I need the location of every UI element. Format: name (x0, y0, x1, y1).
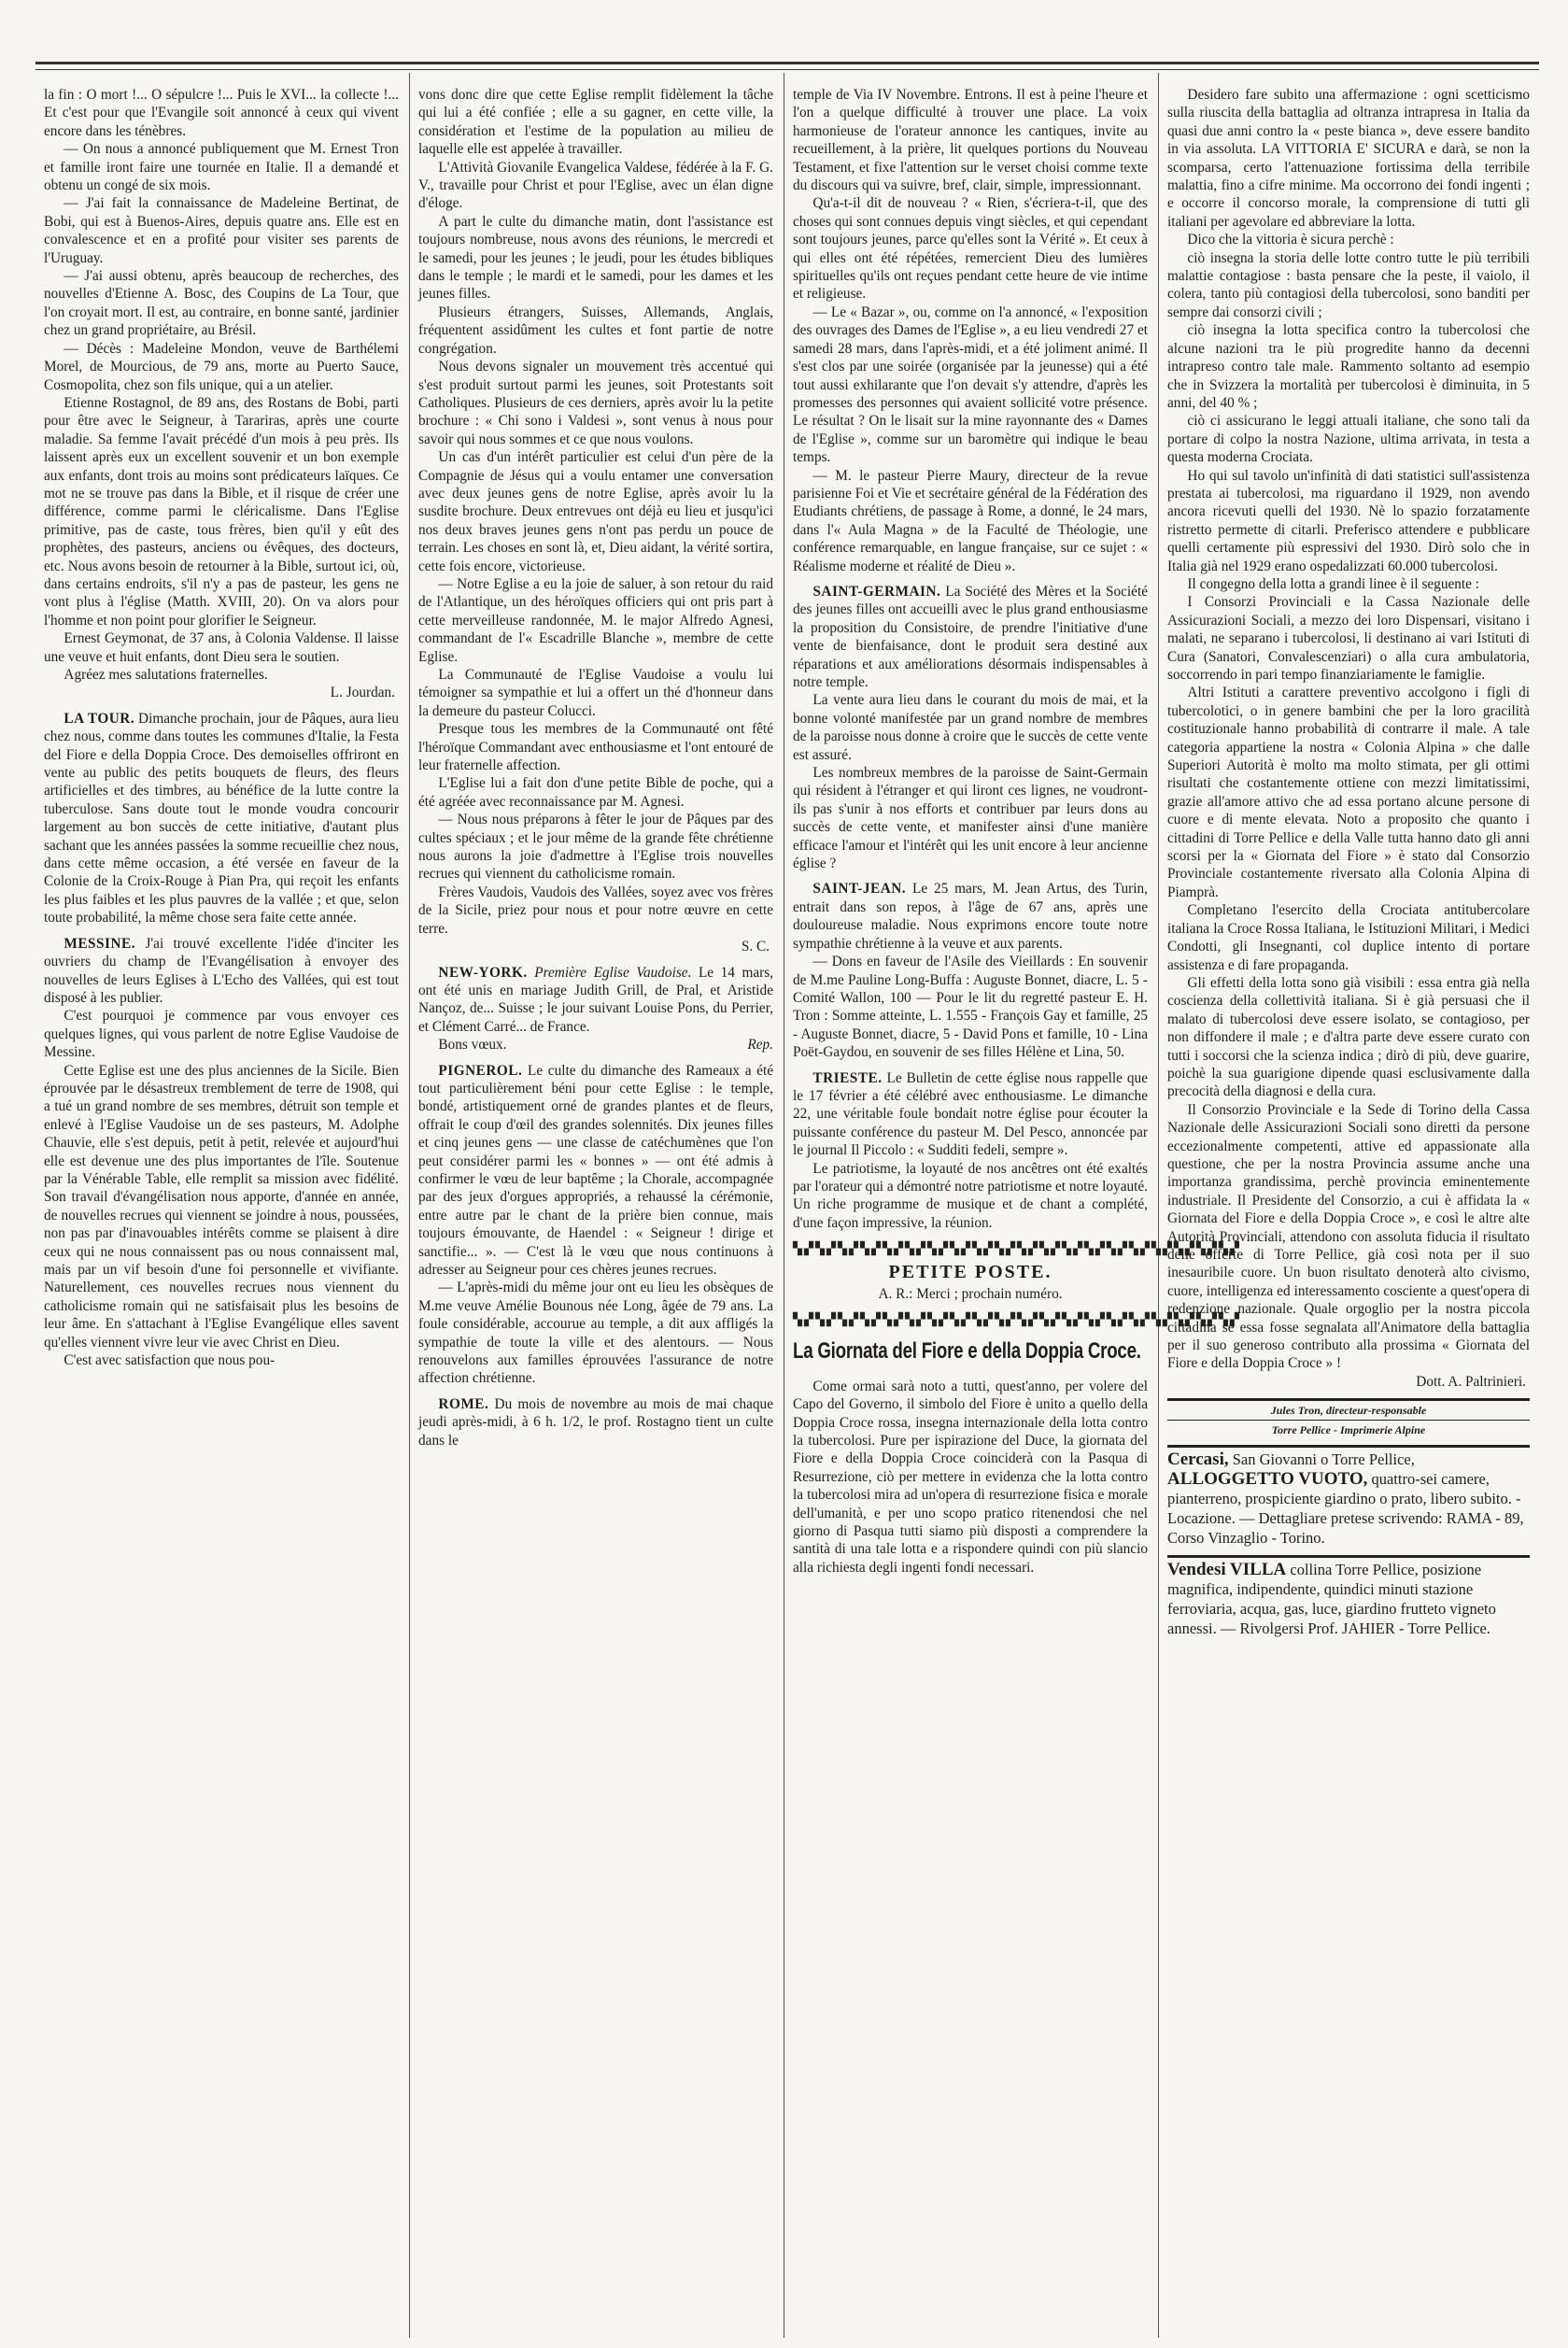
paragraph: Un cas d'un intérêt particulier est celui d'un père de la Compagnie de Jésus qui a voulu entamer une conversation avec deux jeunes gens de notre Eglise, après avoir lu la susdite brochure. Deux entrevues ont déjà eu lieu et jusqu'ici nos deux braves jeunes gens n'ont pas perdu un pouce de terrain. Les choses en sont là, et, Dieu aidant, la vérité sortira, cette fois encore, victorieuse. (418, 449, 773, 574)
classified-ad-vendesi: Vendesi VILLA collina Torre Pellice, posizione magnifica, indipendente, quindici minuti stazione ferroviaria, acqua, gas, luce, giardino frutteto vigneto annessi. — Rivolgersi Prof. JAHIER - Torre Pellice. (1167, 1560, 1496, 1638)
paragraph: Plusieurs étrangers, Suisses, Allemands, Anglais, fréquentent assidûment les cultes et font partie de notre congrégation. (418, 304, 773, 357)
paragraph: — L'après-midi du même jour ont eu lieu les obsèques de M.me veuve Amélie Bounous née Long, âgée de 79 ans. La foule considérable, accourue au temple, a dit aux affligés la sympathie de toute la ville et des alentours. — Nous renouvelons aux familles éprouvées l'assurance de notre affection chrétienne. (418, 1280, 773, 1387)
paragraph: Altri Istituti a carattere preventivo accolgono i figli di tubercolotici, o in genere bambini che per la loro gracilità costituzionale hanno probabilità di contrarre il male. A tale categoria appartiene la nostra « Colonia Alpina » che dalle Superiori Autorità è molto ma molto stimata, per gli ottimi risultati che costantemente ottiene con mezzi limitatissimi, grazie all'amore attivo che ad essa portano alcune persone di cuore e di mente elevata. Noto a proposito che quanto i cittadini di Torre Pellice e della Valle tutta hanno dato gli anni scorsi per la « Giornata del Fiore » è stato dal Consorzio Provinciale costantemente riversato alla Colonia Alpina di Piamprà. (1167, 685, 1530, 900)
paragraph: temple de Via IV Novembre. Entrons. Il est à peine l'heure et l'on a quelque difficulté à trouver une place. La voix harmonieuse de l'orateur annonce les cantiques, invite au recueillement, à la prière, lit quelques portions du Nouveau Testament, et fixe l'attention sur le verset choisi comme texte du discours qui va suivre, bref, clair, simple, impressionnant. (793, 87, 1148, 194)
section-heading-messine: MESSINE. (64, 935, 136, 952)
paragraph: Completano l'esercito della Crociata antitubercolare italiana la Croce Rossa Italiana, le Istituzioni Militari, i Medici Condotti, gli Insegnanti, col duplice intento di portare assistenza e di fare propaganda. (1167, 902, 1530, 973)
section-heading-new-york: NEW-YORK. (438, 964, 528, 981)
paragraph: — J'ai aussi obtenu, après beaucoup de recherches, des nouvelles d'Etienne A. Bosc, des Coupins de La Tour, que l'on croyait mort. Il est, au contraire, en bonne santé, jardinier chez un grand propriétaire, au Brésil. (44, 268, 399, 339)
giornata-heading: La Giornata del Fiore e della Doppia Croce. (793, 1337, 1141, 1364)
paragraph: I Consorzi Provinciali e la Cassa Nazionale delle Assicurazioni Sociali, a mezzo dei loro Dispensari, visitano i malati, ne separano i tubercolosi, li destinano ai vari Istituti di Cura (Sanatori, Convalescenziari) o alla cura ambulatoria, soccorrendo in pari tempo finanziariamente le famiglie. (1167, 594, 1530, 683)
paragraph: Desidero fare subito una affermazione : ogni scetticismo sulla riuscita della battaglia ad oltranza intrapresa in Italia da quasi due anni contro la « peste bianca », deve essere bandito in via assoluta. LA VITTORIA E' SICURA e darà, se non la scomparsa, certo l'attenuazione fortissima della terribile malattia, fino a cifre minime. Ma occorrono dei fondi ingenti ; e occorre il concorso morale, la comprensione di tutti gli italiani per agevolare ed abbreviare la lotta. (1167, 87, 1530, 230)
paragraph: Qu'a-t-il dit de nouveau ? « Rien, s'écriera-t-il, que des choses qui sont connues depuis vingt siècles, et qui cependant sont toujours jeunes, parce qu'elles sont la Vérité ». Et ceux à qui elles ont été répétées, remercient Dieu des lumières spirituelles qu'ils ont reçues pendant cette heure de vie intime et religieuse. (793, 195, 1148, 303)
paragraph: Agréez mes salutations fraternelles. (64, 667, 268, 683)
paragraph: la fin : O mort !... O sépulcre !... Puis le XVI... la collecte !... Et c'est pour que l'Evangile soit annoncé à ceux qui vivent encore dans les ténèbres. (44, 87, 399, 139)
paragraph: — M. le pasteur Pierre Maury, directeur de la revue parisienne Foi et Vie et secrétaire général de la Fédération des Etudiants chrétiens, de passage à Rome, a donné, le 24 mars, dans l'« Aula Magna » de la Faculté de Théologie, une conférence remarquable, en langue française, sur ce sujet : « Réalisme moderne et réalité de Dieu ». (793, 467, 1148, 574)
paragraph: Frères Vaudois, Vaudois des Vallées, soyez avec vos frères de la Sicile, priez pour nous et pour notre œuvre en cette terre. (418, 884, 773, 937)
paragraph: ciò insegna la storia delle lotte contro tutte le più terribili malattie contagiose : basta pensare che la peste, il vaiolo, il colera, tanto più contagiosi della tubercolosi, sono banditi per sempre dai consorzi civili ; (1167, 249, 1530, 320)
paragraph: C'est avec satisfaction que nous pou- (64, 1352, 275, 1369)
signature: L. Jourdan. (330, 685, 395, 701)
paragraph: Le 14 mars, ont été unis en mariage Judith Grill, de Pral, et Aristide Nançoz, de... Suisse ; le jour suivant Louise Pons, du Perrier, et Clément Carré... de France. (418, 964, 774, 1035)
divider (1167, 1420, 1530, 1421)
paragraph: — J'ai fait la connaissance de Madeleine Bertinat, de Bobi, qui est à Buenos-Aires, depuis quatre ans. Elle est en convalescence et en a profité pour visiter ses parents de l'Uruguay. (44, 195, 399, 266)
paragraph: Nous devons signaler un mouvement très accentué qui s'est produit surtout parmi les jeunes, soit Protestants soit Catholiques. Plusieurs de ces derniers, après avoir lu la petite brochure : « Chi sono i Valdesi », sont venus à nous pour savoir qui nous sommes et ce que nous voulons. (418, 359, 773, 447)
section-heading-trieste: TRIESTE. (812, 1069, 883, 1086)
paragraph: — Dons en faveur de l'Asile des Vieillards : En souvenir de M.me Pauline Long-Buffa : Auguste Bonnet, diacre, L. 5 - Comité Wallon, 100 — Pour le lit du regretté pasteur E. H. Tron : Somme atteinte, L. 1.555 - François Gay et famille, 25 - Auguste Bonnet, diacre, 5 - David Pons et famille, 10 - Lina Poët-Gaydou, en souvenir de ses filles Hélène et Lina, 50. (793, 954, 1148, 1061)
paragraph: Dico che la vittoria è sicura perchè : (1187, 232, 1394, 248)
signature: Rep. (747, 1037, 773, 1054)
divider (1167, 1445, 1530, 1448)
paragraph: Le 25 mars, M. Jean Artus, des Turin, entrait dans son repos, à l'âge de 67 ans, après une douloureuse maladie. Nous exprimons encore toute notre sympathie chrétienne à la veuve et aux parents. (793, 881, 1148, 952)
paragraph: A part le culte du dimanche matin, dont l'assistance est toujours nombreuse, nous avons des réunions, le mercredi et le samedi, pour les jeunes ; le jeudi, pour les études bibliques dans le temple ; le mardi et le samedi, pour les dames et les jeunes filles. (418, 213, 773, 303)
column-1 (44, 86, 399, 2337)
paragraph: vons donc dire que cette Eglise remplit fidèlement la tâche qui lui a été confiée ; elle a su gagner, en cette ville, la considération et l'estime de la population au milieu de laquelle elle est appelée à travailler. (418, 87, 773, 158)
paragraph: Les nombreux membres de la paroisse de Saint-Germain qui résident à l'étranger et qui liront ces lignes, ne voudront-ils pas s'unir à nos efforts et contribuer par leurs dons au succès de cette vente, et manifester ainsi d'une manière efficace l'amour et l'intérêt qui les unit encore à leur ancienne église ? (793, 765, 1148, 872)
paragraph: La Société des Mères et la Société des jeunes filles ont accueilli avec le plus grand enthousiasme la proposition du Consistoire, de prendre l'initiative d'une vente de bienfaisance, dont le produit sera destiné aux réparations et aux améliorations désormais indispensables à notre temple. (793, 583, 1149, 690)
classified-ad-cercasi: Cercasi, San Giovanni o Torre Pellice, ALLOGGETTO VUOTO, quattro-sei camere, pianterreno, prospiciente giardino o prato, libero subito. - Locazione. — Dettagliare pretese scrivendo: RAMA - 89, Corso Vinzaglio - Torino. (1167, 1450, 1524, 1548)
column-rule (409, 73, 410, 2338)
paragraph: Cette Eglise est une des plus anciennes de la Sicile. Bien éprouvée par le désastreux tremblement de terre de 1908, qui a tué un grand nombre de ses membres, détruit son temple et enlevé à l'Eglise Vaudoise un de ses pasteurs, M. Adolphe Chauvie, elle s'est depuis, petit à petit, relevée et aujourd'hui elle est devenue une des plus importantes de l'île. Soutenue par la Vénérable Table, elle remplit sa mission avec fidélité. Son travail d'évangélisation nous apporte, d'année en année, de nouvelles recrues qui viennent se joindre à nous, poussées, non pas par d'inavouables intérêts comme se plaisent à dire ceux qui ne nous connaissent pas ou nous connaissent mal, mais par un vif besoin d'une foi personnelle et vivifiante. Naturellement, ces nouvelles recrues nous viennent du catholicisme romain qui ne satisfaisait plus les besoins de leur âme. En s'attachant à l'Eglise Evangélique elles savent qu'elles viennent vivre leur vie avec Christ en Dieu. (44, 1062, 399, 1351)
petite-poste-text: A. R.: Merci ; prochain numéro. (878, 1286, 1063, 1302)
top-rule (35, 62, 1539, 64)
paragraph: Il congegno della lotta a grandi linee è il seguente : (1187, 575, 1480, 592)
section-subheading: Première Eglise Vaudoise. (534, 964, 692, 981)
paragraph: La Communauté de l'Eglise Vaudoise a voulu lui témoigner sa sympathie et lui a offert un thé d'honneur dans la demeure du pasteur Colucci. (418, 667, 773, 719)
paragraph: — Le « Bazar », ou, comme on l'a annoncé, « l'exposition des ouvrages des Dames de l'Eglise », a eu lieu vendredi 27 et samedi 28 mars, dans l'après-midi, et a été joliment animé. Il s'est clos par une soirée (organisée par la jeunesse) qui a été tout aussi exhilarante que l'on devait s'y attendre, d'après les promesses des personnes qui avaient sollicité votre présence. Le résultat ? On le lisait sur la mine rayonnante des « Dames de l'Eglise », comme sur un baromètre qui indique le beau temps. (793, 304, 1148, 466)
paragraph: Come ormai sarà noto a tutti, quest'anno, per volere del Capo del Governo, il simbolo del Fiore è unito a quello della Doppia Croce rossa, insegna internazionale della lotta contro la tubercolosi. Pure per ispirazione del Duce, la giornata del Fiore e della Doppia Croce coinciderà con la Pasqua di Resurrezione, ciò per mettere in evidenza che la lotta contro la tubercolosi mira ad un'opera di resurrezione fisica e morale dell'umanità, e per uno scopo pratico ritenendosi che nel giorno di Pasqua tutti siamo più disposti a comprendere la santità di una tale lotta e a rispondere quindi con più slancio alla richiesta degli ingenti fondi necessari. (793, 1378, 1148, 1576)
column-rule (1158, 73, 1159, 2338)
divider (1167, 1398, 1530, 1401)
signature: Dott. A. Paltrinieri. (1416, 1373, 1526, 1390)
column-4 (1167, 86, 1530, 2337)
paragraph: J'ai trouvé excellente l'idée d'inciter les ouvriers du champ de l'Evangélisation à envoyer des nouvelles de leurs Eglises à L'Echo des Vallées, qui est tout disposé à les publier. (44, 935, 399, 1006)
paragraph: Le culte du dimanche des Rameaux a été tout particulièrement béni pour cette Eglise : le temple, bondé, artistiquement orné de grandes plantes et de fleurs, offrait le coup d'œil des grandes solennités. Dix jeunes filles et cinq jeunes gens — une classe de catéchumènes que l'on peut considérer parmi les « bonnes » — ont été admis à confirmer le vœu de leur baptême ; la Chorale, accompagnée par des jeux d'orgues appropriés, a rehaussé la cérémonie, entre autre par le chant de la prière bien connue, mais toujours émouvante, de Haendel : « Seigneur ! dirige et sanctifie... ». — C'est là le vœu que nous continuons à adresser au Seigneur pour ces chères jeunes recrues. (418, 1062, 774, 1278)
paragraph: Presque tous les membres de la Communauté ont fêté l'héroïque Commandant avec enthousiasme et l'ont entouré de leur fraternelle affection. (418, 721, 773, 774)
paragraph: — Nous nous préparons à fêter le jour de Pâques par des cultes spéciaux ; et le jour même de la grande fête chrétienne nous aurons la joie d'admettre à l'Eglise trois nouvelles recrues qui viennent du catholicisme romain. (418, 812, 773, 883)
paragraph: — Notre Eglise a eu la joie de saluer, à son retour du raid de l'Atlantique, un des héroïques officiers qui ont pris part à cette merveilleuse randonnée, M. le major Alfredo Agnesi, commandant de l'« Escadrille Blanche », membre de cette Eglise. (418, 575, 773, 665)
paragraph: Il Consorzio Provinciale e la Sede di Torino della Cassa Nazionale delle Assicurazioni Sociali sono diretti da persone eccezionalmente competenti, attive ed appassionate alla questione, che per la nostra Provincia assume anche una importanza grandissima, perchè provincia eminentemente industriale. Il Presidente del Consorzio, a cui è affidata la « Giornata del Fiore e della Doppia Croce », e così le altre alte Autorità Provinciali, attendono con assoluta fiducia il risultato delle offerte di Torre Pellice, già così nota per il suo inesauribile cuore. Un buon risultato denoterà alto civismo, cuore, intelligenza ed interessamento cosciente a quest'opera di redenzione nazionale. Quale orgoglio per la nostra piccola cittadina se essa fosse segnalata all'Animatore della battaglia per il suo generoso contributo alla prossima « Giornata del Fiore e della Doppia Croce » ! (1167, 1101, 1530, 1372)
section-heading-pignerol: PIGNEROL. (438, 1062, 523, 1079)
paragraph: Gli effetti della lotta sono già visibili : essa entra già nella coscienza della collettività italiana. Si è già persuasi che il malato di tubercolosi deve essere isolato, se contagioso, per non diffondere il male ; e d'altra parte deve essere curato con tutti i soccorsi che la scienza indica ; dirò di più, deve guarire, poichè la sua guarigione dipende quasi esclusivamente dalla precocità della diagnosi e della cura. (1167, 974, 1530, 1100)
column-2 (418, 86, 773, 2337)
ornamental-divider: ▚▞▚▞▚▞▚▞▚▞▚▞▚▞▚▞▚▞▚▞▚▞▚▞▚▞▚▞▚▞▚▞▚▞▚▞▚▞▚▞ (793, 1312, 1241, 1327)
section-heading-saint-germain: SAINT-GERMAIN. (812, 583, 941, 600)
paragraph: — Décès : Madeleine Mondon, veuve de Barthélemi Morel, de Mourcious, de 79 ans, morte au Puerto Sauce, Cosmopolita, chez son fils unique, qui a un atelier. (44, 340, 399, 393)
top-rule-thin (35, 69, 1539, 70)
paragraph: L'Eglise lui a fait don d'une petite Bible de poche, qui a été agréée avec reconnaissance par M. Agnesi. (418, 775, 773, 810)
section-heading-la-tour: LA TOUR. (64, 710, 135, 727)
paragraph: L'Attività Giovanile Evangelica Valdese, fédérée à la F. G. V., travaille pour Christ et pour l'Eglise, avec un élan digne d'éloge. (418, 159, 773, 212)
divider (1167, 1555, 1530, 1558)
paragraph: Dimanche prochain, jour de Pâques, aura lieu chez nous, comme dans toutes les communes d'Italie, la Festa del Fiore e della Doppia Croce. Des demoiselles offriront en vente au public des petits bouquets de fleurs, des fleurs artificielles et des timbres, au bénéfice de la lutte contre la tuberculose. Sans doute tout le monde voudra concourir largement au bon succès de cette initiative, d'autant plus sachant que les années passées la somme recueillie chez nous, dans cette même occasion, a été versée en faveur de la Colonie de la Croix-Rouge à Pian Pra, qui reçoit les enfants les plus faibles et les plus pauvres de la vallée ; et que, selon toute probabilité, la même chose sera faite cette année. (44, 710, 399, 926)
petite-poste-heading: PETITE POSTE. (888, 1261, 1052, 1282)
ornamental-divider: ▚▞▚▞▚▞▚▞▚▞▚▞▚▞▚▞▚▞▚▞▚▞▚▞▚▞▚▞▚▞▚▞▚▞▚▞▚▞▚▞ (793, 1241, 1241, 1256)
paragraph: ciò ci assicurano le leggi attuali italiane, che sono tali da portare di colpo la nostra Nazione, ultima arrivata, in testa a questa moderna Crociata. (1167, 413, 1530, 466)
paragraph: Le Bulletin de cette église nous rappelle que le 17 février a été célébré avec enthousiasme. Le dimanche 22, une véritable foule bondait notre église pour écouter la puissante conférence du pasteur M. Del Pesco, annoncée par le journal Il Piccolo : « Sudditi fedeli, sempre ». (793, 1069, 1148, 1159)
paragraph: — On nous a annoncé publiquement que M. Ernest Tron et famille iront faire une tournée en Italie. Il a demandé et obtenu un congé de six mois. (44, 141, 399, 194)
section-heading-saint-jean: SAINT-JEAN. (812, 881, 907, 898)
imprint-director: Jules Tron, directeur-responsable (1270, 1404, 1427, 1418)
closing-line: Bons vœux. (438, 1037, 507, 1054)
paragraph: C'est pourquoi je commence par vous envoyer ces quelques lignes, qui vous parlent de notre Eglise Vaudoise de Messine. (44, 1008, 399, 1061)
paragraph: La vente aura lieu dans le courant du mois de mai, et la bonne volonté manifestée par un grand nombre de membres de la paroisse nous donne à croire que le succès de cette vente est assuré. (793, 692, 1148, 763)
signature: S. C. (741, 939, 770, 955)
column-3 (793, 86, 1241, 2337)
paragraph: Du mois de novembre au mois de mai chaque jeudi après-midi, à 6 h. 1/2, le prof. Rostagno tient un culte dans le (418, 1395, 773, 1449)
paragraph: ciò insegna la lotta specifica contro la tubercolosi che alcune nazioni tra le più progredite hanno da decenni intrapreso contro tale male. Rammento soltanto ad esempio che in Svizzera la mortalità per tubercolosi è diminuita, in 5 anni, del 40 % ; (1167, 322, 1530, 411)
paragraph: Ernest Geymonat, de 37 ans, à Colonia Valdense. Il laisse une veuve et huit enfants, dont Dieu sera le soutien. (44, 630, 399, 665)
imprint-printer: Torre Pellice - Imprimerie Alpine (1271, 1423, 1426, 1437)
paragraph: Ho qui sul tavolo un'infinità di dati statistici sull'assistenza prestata ai tubercolosi, ma riguardano il 1929, non avendo ancora ricevuti quelli del 1930. Nè lo spazio forzatamente ristretto permette di citarli. Preferisco attendere e pubblicare quelli certamente più espressivi del 1930. Dirò solo che in Italia già nel 1929 erano ospedalizzati 60.000 tubercolosi. (1167, 467, 1530, 574)
paragraph: Le patriotisme, la loyauté de nos ancêtres ont été exaltés par l'orateur qui a démontré notre patriotisme et notre loyauté. Un riche programme de musique et de chant a complété, d'une façon impressive, la réunion. (793, 1160, 1148, 1231)
section-heading-rome: ROME. (438, 1395, 489, 1412)
paragraph: Etienne Rostagnol, de 89 ans, des Rostans de Bobi, parti pour être avec le Seigneur, à Tarariras, après une courte maladie. Sa femme l'avait précédé d'un mois à peu près. Ils laissent après eux un excellent souvenir et un bon exemple aux enfants, dont trois au moins sont prédicateurs laïques. Ce mot ne se trouve pas dans la Bible, et il risque de créer une différence, comme parmi le cléricalisme. Dans l'Eglise primitive, pas de caste, tous frères, bien qu'il y eût des prophètes, des pasteurs, anciens ou évêques, des docteurs, etc. Nous avons besoin de retourner à la Bible, surtout ici, où, dans certains endroits, s'il n'y a pas de pasteur, les gens ne vont plus à l'église (Matth. XVIII, 20). On va alors pour l'homme et non point pour glorifier le Seigneur. (44, 394, 399, 629)
